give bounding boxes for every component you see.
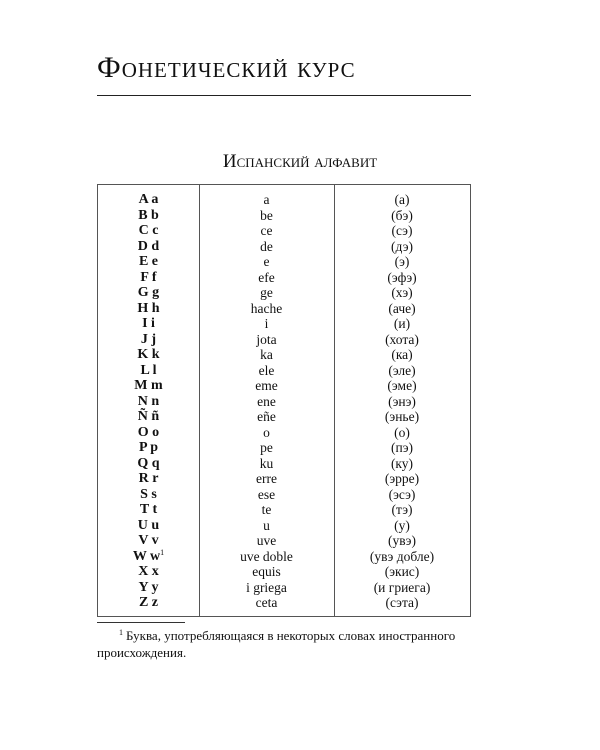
table-row bbox=[98, 223, 470, 239]
letter-name-cell: uve bbox=[256, 533, 277, 548]
letter-name-cell: te bbox=[261, 502, 272, 517]
letter-cell bbox=[98, 564, 199, 580]
letter-text: X x bbox=[138, 564, 159, 579]
letter-name-cell: hache bbox=[250, 300, 283, 316]
table-row bbox=[98, 518, 470, 534]
pronunciation-cell: (эме) bbox=[387, 378, 417, 393]
table-row bbox=[98, 440, 470, 456]
letter-cell bbox=[98, 301, 199, 317]
letter-text: B b bbox=[138, 207, 159, 223]
letter-cell bbox=[98, 580, 199, 596]
letter-cell bbox=[98, 549, 199, 565]
table-row bbox=[98, 502, 470, 518]
letter-text: M m bbox=[134, 378, 163, 393]
letter-cell bbox=[98, 533, 199, 549]
letter-text: S s bbox=[140, 486, 157, 502]
letter-text: J j bbox=[140, 331, 157, 347]
table-row bbox=[98, 270, 470, 286]
letter-text: D d bbox=[137, 238, 160, 254]
table-row bbox=[98, 487, 470, 503]
page-title: Фонетический курс bbox=[97, 51, 356, 84]
letter-name-cell: ku bbox=[259, 455, 274, 471]
pronunciation-cell: (хота) bbox=[385, 331, 419, 347]
table-row bbox=[98, 533, 470, 549]
table-row bbox=[98, 394, 470, 410]
letter-cell bbox=[98, 394, 199, 410]
letter-cell bbox=[98, 456, 199, 472]
letter-cell bbox=[98, 595, 199, 611]
pronunciation-cell: (а) bbox=[394, 192, 410, 207]
letter-name-cell: equis bbox=[252, 564, 281, 579]
letter-name-cell: e bbox=[263, 254, 270, 269]
footnote-text: Буква, употребляющаяся в некоторых словах иностранного происхождения. bbox=[97, 628, 456, 660]
letter-name-cell: eñe bbox=[257, 409, 276, 424]
pronunciation-cell: (сэ) bbox=[391, 223, 413, 238]
letter-cell bbox=[98, 502, 199, 518]
letter-text: G g bbox=[137, 285, 160, 300]
pronunciation-cell: (эле) bbox=[388, 362, 416, 378]
pronunciation-cell: (эрре) bbox=[384, 471, 420, 486]
letter-cell bbox=[98, 192, 199, 208]
table-row bbox=[98, 456, 470, 472]
letter-name-cell: jota bbox=[256, 331, 277, 347]
table-row bbox=[98, 347, 470, 363]
table-row bbox=[98, 564, 470, 580]
letter-cell bbox=[98, 208, 199, 224]
footnote-ref: 1 bbox=[160, 547, 165, 557]
pronunciation-cell: (аче) bbox=[388, 300, 416, 316]
letter-cell bbox=[98, 347, 199, 363]
footnote bbox=[97, 627, 477, 661]
letter-text: K k bbox=[137, 347, 160, 362]
letter-name-cell: pe bbox=[260, 440, 273, 455]
pronunciation-cell: (хэ) bbox=[391, 285, 413, 300]
pronunciation-cell: (эсэ) bbox=[388, 486, 416, 502]
letter-text: C c bbox=[138, 223, 159, 238]
table-row bbox=[98, 363, 470, 379]
letter-text: H h bbox=[137, 300, 160, 316]
letter-name-cell: ceta bbox=[255, 595, 278, 610]
letter-name-cell: ene bbox=[257, 393, 276, 409]
letter-text: U u bbox=[137, 517, 160, 533]
pronunciation-cell: (у) bbox=[394, 517, 410, 533]
table-row bbox=[98, 192, 470, 208]
footnote-marker: 1 bbox=[119, 628, 123, 637]
pronunciation-cell: (о) bbox=[394, 424, 410, 440]
letter-name-cell: ce bbox=[260, 223, 273, 238]
table-row bbox=[98, 208, 470, 224]
pronunciation-cell: (энэ) bbox=[388, 393, 416, 409]
letter-cell bbox=[98, 378, 199, 394]
letter-text: P p bbox=[138, 440, 159, 455]
letter-text: F f bbox=[140, 269, 157, 285]
letter-name-cell: erre bbox=[256, 471, 277, 486]
letter-text: O o bbox=[137, 424, 160, 440]
pronunciation-cell: (ка) bbox=[391, 347, 413, 362]
table-caption: Испанский алфавит bbox=[222, 151, 378, 172]
letter-cell bbox=[98, 409, 199, 425]
pronunciation-cell: (увэ) bbox=[388, 533, 416, 548]
letter-name-cell: a bbox=[263, 192, 270, 207]
letter-text: L l bbox=[140, 362, 157, 378]
letter-name-cell: ka bbox=[260, 347, 273, 362]
table-row bbox=[98, 254, 470, 270]
letter-text: Ñ ñ bbox=[137, 409, 160, 424]
letter-name-cell: o bbox=[263, 424, 270, 440]
letter-text: A a bbox=[138, 192, 159, 207]
table-row bbox=[98, 378, 470, 394]
letter-text: R r bbox=[138, 471, 159, 486]
letter-cell bbox=[98, 471, 199, 487]
pronunciation-cell: (эфэ) bbox=[387, 269, 417, 285]
letter-text: W w bbox=[132, 548, 161, 564]
footnote-divider bbox=[97, 622, 185, 623]
letter-cell bbox=[98, 239, 199, 255]
pronunciation-cell: (и) bbox=[393, 316, 411, 331]
letter-cell bbox=[98, 332, 199, 348]
pronunciation-cell: (сэта) bbox=[385, 595, 419, 610]
letter-text: N n bbox=[137, 393, 160, 409]
pronunciation-cell: (энье) bbox=[384, 409, 420, 424]
table-row bbox=[98, 425, 470, 441]
letter-name-cell: ese bbox=[257, 486, 276, 502]
letter-cell bbox=[98, 425, 199, 441]
pronunciation-cell: (э) bbox=[394, 254, 410, 269]
pronunciation-cell: (экис) bbox=[384, 564, 420, 579]
pronunciation-cell: (тэ) bbox=[391, 502, 413, 517]
letter-name-cell: ge bbox=[260, 285, 273, 300]
pronunciation-cell: (увэ добле) bbox=[369, 548, 435, 564]
table-row bbox=[98, 316, 470, 332]
table-row bbox=[98, 549, 470, 565]
pronunciation-cell: (пэ) bbox=[390, 440, 413, 455]
table-row bbox=[98, 332, 470, 348]
pronunciation-cell: (дэ) bbox=[391, 238, 413, 254]
letter-text: Z z bbox=[138, 595, 159, 610]
letter-text: I i bbox=[142, 316, 155, 331]
letter-text: T t bbox=[139, 502, 158, 517]
letter-text: Y y bbox=[138, 579, 159, 595]
letter-cell bbox=[98, 254, 199, 270]
pronunciation-cell: (бэ) bbox=[391, 207, 413, 223]
letter-cell bbox=[98, 270, 199, 286]
letter-cell bbox=[98, 223, 199, 239]
letter-name-cell: eme bbox=[255, 378, 278, 393]
letter-name-cell: be bbox=[260, 207, 273, 223]
table-row bbox=[98, 239, 470, 255]
letter-cell bbox=[98, 363, 199, 379]
letter-name-cell: ele bbox=[258, 362, 275, 378]
letter-name-cell: i griega bbox=[246, 579, 287, 595]
letter-text: E e bbox=[138, 254, 159, 269]
letter-cell bbox=[98, 316, 199, 332]
table-row bbox=[98, 471, 470, 487]
letter-name-cell: uve doble bbox=[240, 548, 293, 564]
alphabet-rows bbox=[98, 192, 470, 611]
table-row bbox=[98, 301, 470, 317]
letter-cell bbox=[98, 518, 199, 534]
letter-text: Q q bbox=[137, 455, 160, 471]
letter-text: V v bbox=[138, 533, 159, 548]
header-divider bbox=[97, 95, 471, 96]
table-row bbox=[98, 285, 470, 301]
letter-cell bbox=[98, 285, 199, 301]
pronunciation-cell: (ку) bbox=[390, 455, 414, 471]
table-row bbox=[98, 595, 470, 611]
letter-name-cell: de bbox=[260, 238, 273, 254]
table-row bbox=[98, 409, 470, 425]
letter-name-cell: i bbox=[264, 316, 269, 331]
table-row bbox=[98, 580, 470, 596]
pronunciation-cell: (и гриега) bbox=[373, 579, 431, 595]
letter-cell bbox=[98, 440, 199, 456]
alphabet-table bbox=[97, 184, 471, 617]
letter-cell bbox=[98, 487, 199, 503]
letter-name-cell: efe bbox=[258, 269, 275, 285]
letter-name-cell: u bbox=[263, 517, 270, 533]
